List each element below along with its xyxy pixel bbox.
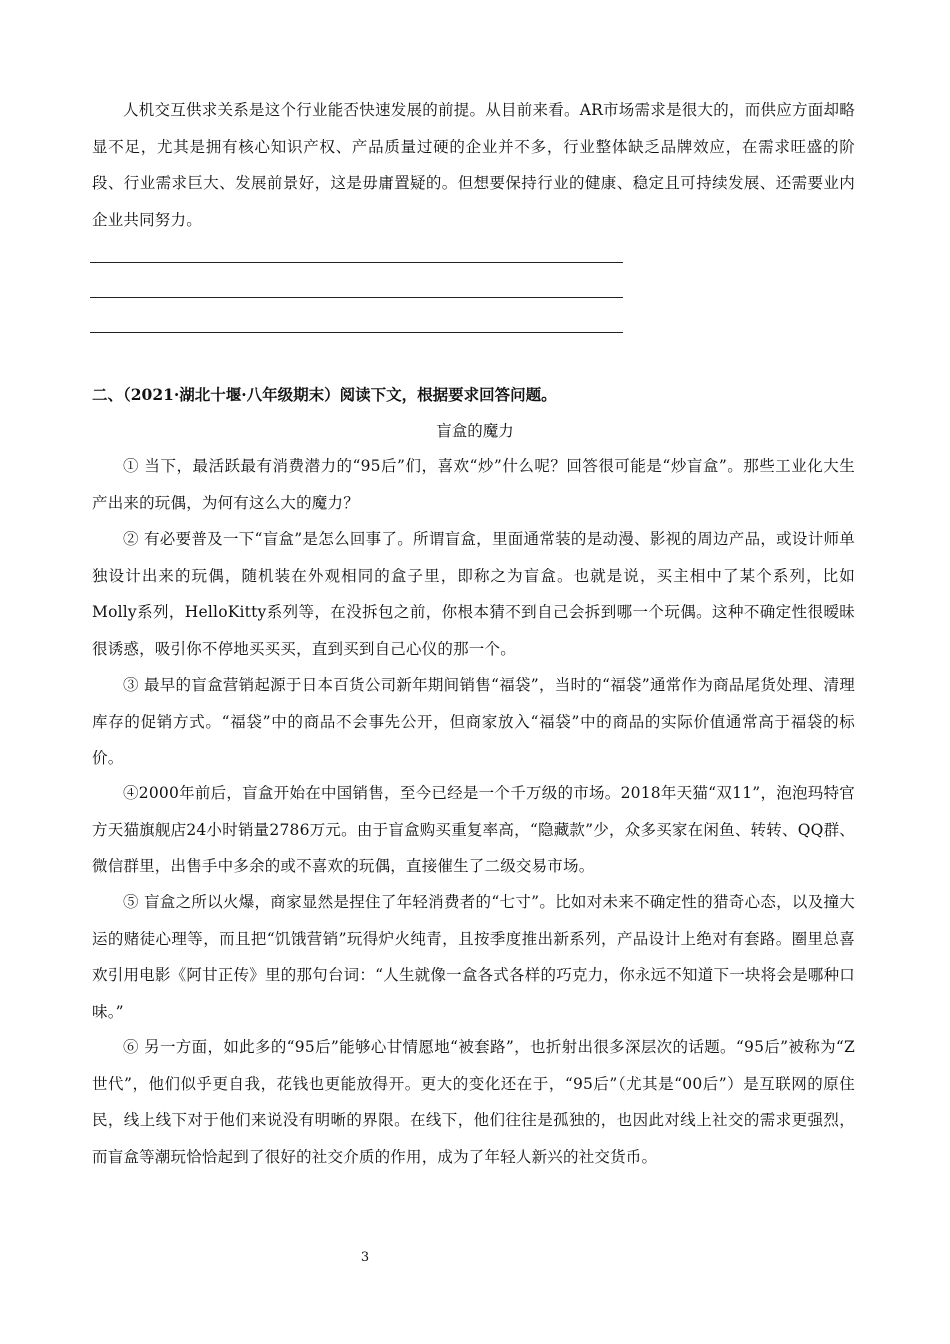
article-paragraph-5: ⑤ 盲盒之所以火爆，商家显然是捏住了年轻消费者的“七寸”。比如对未来不确定性的猎奇心态，以及撞大运的赌徒心理等，而且把“饥饿营销”玩得炉火纯青，且按季度推出新系列，产品设计上绝对有套路。圈里总喜欢引用电影《阿甘正传》里的那句台词：“人生就像一盒各式各样的巧克力，你永远不知道下一块将会是哪种口味。” xyxy=(92,893,855,1021)
article-paragraph-6: ⑥ 另一方面，如此多的“95后”能够心甘情愿地“被套路”，也折射出很多深层次的话题。“95后”被称为“Z世代”，他们似乎更自我，花钱也更能放得开。更大的变化还在于，“95后”（尤其是“00后”）是互联网的原住民，线上线下对于他们来说没有明晰的界限。在线下，他们往往是孤独的，也因此对线上社交的需求更强烈，而盲盒等潮玩恰恰起到了很好的社交介质的作用，成为了年轻人新兴的社交货币。 xyxy=(92,1038,855,1166)
answer-line-2 xyxy=(90,297,623,298)
intro-paragraph: 人机交互供求关系是这个行业能否快速发展的前提。从目前来看。AR市场需求是很大的，而供应方面却略显不足，尤其是拥有核心知识产权、产品质量过硬的企业并不多，行业整体缺乏品牌效应，在需求旺盛的阶段、行业需求巨大、发展前景好，这是毋庸置疑的。但想要保持行业的健康、稳定且可持续发展、还需要业内企业共同努力。 xyxy=(92,101,855,229)
answer-line-3 xyxy=(90,332,623,333)
section-heading: 二、（2021·湖北十堰·八年级期末）阅读下文，根据要求回答问题。 xyxy=(92,385,557,404)
article-paragraph-1: ① 当下，最活跃最有消费潜力的“95后”们，喜欢“炒”什么呢？回答很可能是“炒盲盒”。那些工业化大生产出来的玩偶，为何有这么大的魔力？ xyxy=(92,457,855,512)
answer-line-1 xyxy=(90,262,623,263)
article-paragraph-4: ④2000年前后，盲盒开始在中国销售，至今已经是一个千万级的市场。2018年天猫“双11”，泡泡玛特官方天猫旗舰店24小时销量2786万元。由于盲盒购买重复率高，“隐藏款”少，众多买家在闲鱼、转转、QQ群、微信群里，出售手中多余的或不喜欢的玩偶，直接催生了二级交易市场。 xyxy=(92,784,855,875)
article-paragraph-3: ③ 最早的盲盒营销起源于日本百货公司新年期间销售“福袋”，当时的“福袋”通常作为商品尾货处理、清理库存的促销方式。“福袋”中的商品不会事先公开，但商家放入“福袋”中的商品的实际价值通常高于福袋的标价。 xyxy=(92,676,855,767)
page-number: 3 xyxy=(360,1250,370,1265)
article-title: 盲盒的魔力 xyxy=(436,422,514,440)
article-paragraph-2: ② 有必要普及一下“盲盒”是怎么回事了。所谓盲盒，里面通常装的是动漫、影视的周边产品，或设计师单独设计出来的玩偶，随机装在外观相同的盒子里，即称之为盲盒。也就是说，买主相中了某个系列，比如Molly系列，HelloKitty系列等，在没拆包之前，你根本猜不到自己会拆到哪一个玩偶。这种不确定性很暧昧很诱惑，吸引你不停地买买买，直到买到自己心仪的那一个。 xyxy=(92,530,855,658)
